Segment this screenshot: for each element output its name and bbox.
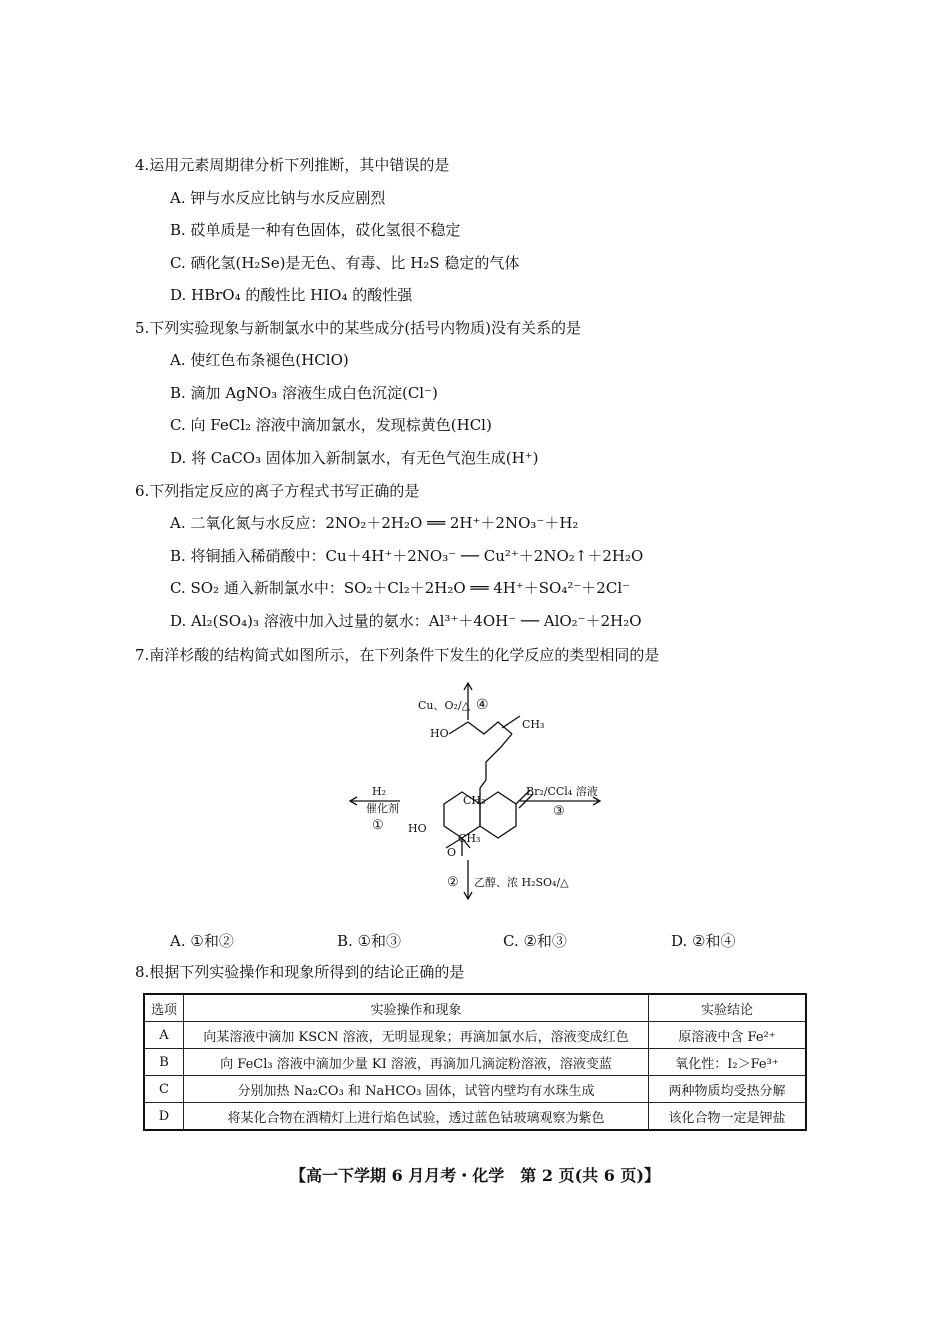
page-footer: 【高一下学期 6 月月考・化学 第 2 页(共 6 页)】: [290, 1166, 660, 1185]
row-c-conclusion: 两种物质均受热分解: [649, 1076, 807, 1103]
row-c-option: C: [144, 1076, 184, 1103]
table-header-row: [144, 994, 806, 1022]
q5-option-b: B. 滴加 AgNO₃ 溶液生成白色沉淀(Cl⁻): [170, 384, 438, 402]
q7-stem: 7.南洋杉酸的结构简式如图所示，在下列条件下发生的化学反应的类型相同的是: [135, 646, 660, 664]
q5-option-d: D. 将 CaCO₃ 固体加入新制氯水，有无色气泡生成(H⁺): [170, 449, 539, 467]
q6-option-c: C. SO₂ 通入新制氯水中：SO₂＋Cl₂＋2H₂O ══ 4H⁺＋SO₄²⁻＋2Cl⁻: [170, 579, 631, 597]
q6-stem: 6.下列指定反应的离子方程式书写正确的是: [135, 482, 420, 500]
row-a-option: A: [144, 1022, 184, 1049]
row-c-operation: 分别加热 Na₂CO₃ 和 NaHCO₃ 固体，试管内壁均有水珠生成: [184, 1076, 649, 1103]
q4-option-d: D. HBrO₄ 的酸性比 HIO₄ 的酸性强: [170, 286, 413, 304]
q6-option-d: D. Al₂(SO₄)₃ 溶液中加入过量的氨水：Al³⁺＋4OH⁻ ── AlO₂⁻＋2H₂O: [170, 612, 642, 630]
row-d-option: D: [144, 1103, 184, 1131]
q5-option-a: A. 使红色布条褪色(HClO): [170, 351, 349, 369]
header-option: 选项: [144, 994, 184, 1022]
q8-table: [143, 993, 807, 1131]
table-row: [144, 1103, 806, 1131]
q4-stem: 4.运用元素周期律分析下列推断，其中错误的是: [135, 156, 450, 174]
label-bottom-num: ②: [447, 875, 459, 890]
row-a-operation: 向某溶液中滴加 KSCN 溶液，无明显现象；再滴加氯水后，溶液变成红色: [184, 1022, 649, 1049]
table-row: [144, 1076, 806, 1103]
row-b-option: B: [144, 1049, 184, 1076]
q7-option-b: B. ①和③: [337, 932, 402, 950]
q5-stem: 5.下列实验现象与新制氯水中的某些成分(括号内物质)没有关系的是: [135, 319, 582, 337]
label-top-reagent: Cu、O₂/△: [418, 699, 471, 712]
label-right-num: ③: [553, 804, 565, 819]
label-left-num: ①: [372, 818, 384, 833]
label-top-num: ④: [476, 697, 489, 713]
q7-option-a: A. ①和②: [170, 932, 234, 950]
row-b-operation: 向 FeCl₃ 溶液中滴加少量 KI 溶液，再滴加几滴淀粉溶液，溶液变蓝: [184, 1049, 649, 1076]
header-conclusion: 实验结论: [649, 994, 807, 1022]
row-d-operation: 将某化合物在酒精灯上进行焰色试验，透过蓝色钴玻璃观察为紫色: [184, 1103, 649, 1131]
table-row: [144, 1049, 806, 1076]
label-right-reagent: Br₂/CCl₄ 溶液: [526, 785, 598, 798]
header-operation: 实验操作和现象: [184, 994, 649, 1022]
q6-option-a: A. 二氧化氮与水反应：2NO₂＋2H₂O ══ 2H⁺＋2NO₃⁻＋H₂: [170, 514, 579, 532]
label-ch3-mid: CH₃: [463, 794, 486, 807]
label-left-reagent: H₂: [372, 785, 387, 798]
row-d-conclusion: 该化合物一定是钾盐: [649, 1103, 807, 1131]
label-ch3-bot: CH₃: [458, 832, 481, 845]
q7-option-c: C. ②和③: [503, 932, 567, 950]
label-o: O: [447, 846, 457, 859]
q4-option-a: A. 钾与水反应比钠与水反应剧烈: [170, 189, 386, 207]
row-a-conclusion: 原溶液中含 Fe²⁺: [649, 1022, 807, 1049]
label-ho: HO: [430, 727, 449, 740]
q4-option-b: B. 砹单质是一种有色固体，砹化氢很不稳定: [170, 221, 461, 239]
q5-option-c: C. 向 FeCl₂ 溶液中滴加氯水，发现棕黄色(HCl): [170, 416, 492, 434]
q7-option-d: D. ②和④: [671, 932, 736, 950]
row-b-conclusion: 氧化性：I₂＞Fe³⁺: [649, 1049, 807, 1076]
q4-option-c: C. 硒化氢(H₂Se)是无色、有毒、比 H₂S 稳定的气体: [170, 254, 520, 272]
table-row: [144, 1022, 806, 1049]
q6-option-b: B. 将铜插入稀硝酸中：Cu＋4H⁺＋2NO₃⁻ ── Cu²⁺＋2NO₂↑＋2H₂O: [170, 547, 644, 565]
label-left-cat: 催化剂: [366, 802, 399, 815]
label-bottom-reagent: 乙醇、浓 H₂SO₄/△: [474, 876, 569, 889]
q8-stem: 8.根据下列实验操作和现象所得到的结论正确的是: [135, 963, 465, 981]
label-ho2: HO: [408, 822, 427, 835]
label-ch3-top: CH₃: [522, 718, 545, 731]
